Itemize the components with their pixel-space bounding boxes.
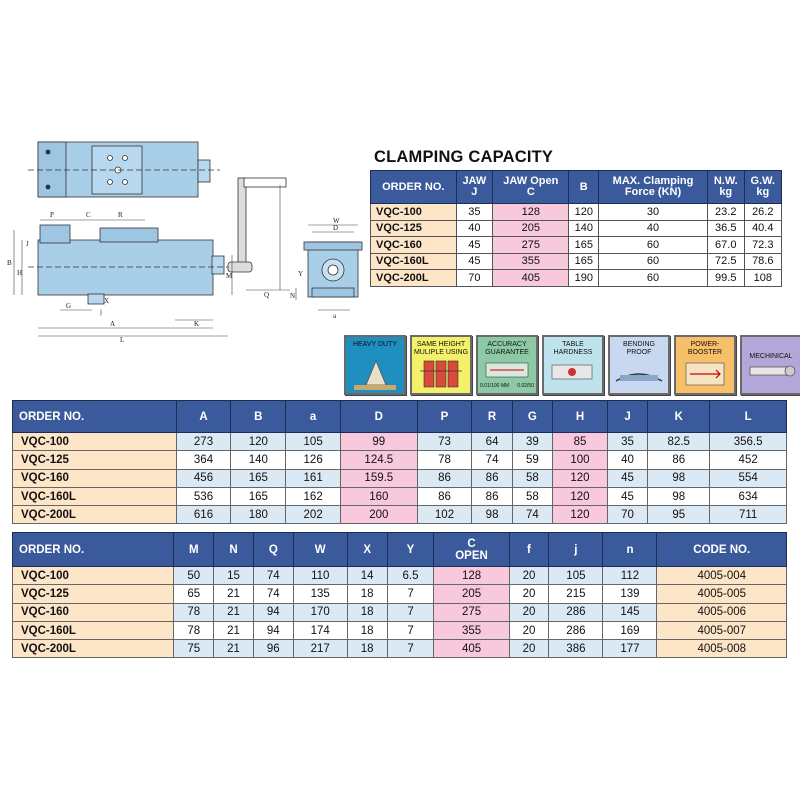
capacity-cell: 165 (569, 237, 599, 254)
feature-label-line: HARDNESS (553, 349, 593, 356)
dim-cell: 286 (549, 621, 603, 639)
dim-cell: 177 (603, 640, 657, 658)
dim-cell: 86 (417, 487, 472, 505)
dim-cell: 205 (434, 585, 509, 603)
dim-header-line: W (314, 543, 326, 556)
dim-cell: 85 (553, 433, 608, 451)
dim-label-y: Y (298, 270, 304, 278)
dim-order-no: VQC-100 (13, 433, 177, 451)
dim-cell: 169 (603, 621, 657, 639)
dim-header-cell: D (341, 401, 418, 433)
dim-order-no: VQC-160 (13, 603, 174, 621)
feature-sub-text: 0.02/50 (517, 383, 534, 389)
dim-row (13, 487, 787, 505)
dim-label-j-small: j (100, 308, 102, 316)
dim-header-line: N (229, 543, 238, 556)
dim-order-no: VQC-160L (13, 487, 177, 505)
dim-cell: 105 (549, 567, 603, 585)
dim-cell: 73 (417, 433, 472, 451)
dim-row (13, 433, 787, 451)
capacity-row (371, 270, 782, 287)
capacity-header-cell (569, 171, 599, 204)
capacity-cell: 99.5 (707, 270, 744, 287)
capacity-order-no: VQC-200L (371, 270, 457, 287)
vise-technical-drawing (0, 130, 370, 350)
dim-cell: 86 (648, 451, 710, 469)
dim-cell: 96 (253, 640, 293, 658)
feature-tile (542, 335, 604, 395)
capacity-cell: 45 (456, 253, 493, 270)
capacity-header-line: B (579, 180, 588, 193)
feature-graphic (620, 375, 658, 381)
capacity-header-line: C (526, 186, 535, 198)
dim-header-line: j (574, 543, 578, 556)
dim-cell: 86 (472, 487, 512, 505)
crank-handle (238, 178, 246, 268)
dim-row (13, 567, 787, 585)
capacity-cell: 70 (456, 270, 493, 287)
capacity-order-no: VQC-160L (371, 253, 457, 270)
dim-cell: 65 (174, 585, 214, 603)
dim-cell: 74 (472, 451, 512, 469)
dim-header-cell: a (286, 401, 341, 433)
dim-header-cell (603, 533, 657, 567)
dim-cell: 98 (472, 506, 512, 524)
dim-cell: 78 (417, 451, 472, 469)
dim-cell: 98 (648, 487, 710, 505)
capacity-cell: 165 (569, 253, 599, 270)
capacity-row (371, 204, 782, 221)
dim-header-cell: A (176, 401, 231, 433)
capacity-row (371, 220, 782, 237)
dim-label-n: N (290, 292, 296, 300)
dim-cell: 75 (174, 640, 214, 658)
dim-row (13, 621, 787, 639)
clamping-capacity-table (370, 170, 782, 287)
dim-row (13, 469, 787, 487)
capacity-cell: 67.0 (707, 237, 744, 254)
dim-cell: 145 (603, 603, 657, 621)
clamping-capacity-title: CLAMPING CAPACITY (374, 148, 554, 166)
dim-row (13, 603, 787, 621)
dim-cell: 128 (434, 567, 509, 585)
feature-graphic (785, 366, 795, 376)
feature-label-line: BENDING (623, 341, 655, 348)
dim-cell: 58 (512, 469, 552, 487)
dim-header-line: C (467, 537, 476, 550)
feature-sub-label (480, 383, 534, 389)
dim-cell: 202 (286, 506, 341, 524)
dim-cell: 50 (174, 567, 214, 585)
dim-header-cell: R (472, 401, 512, 433)
dim-header-line: X (363, 543, 371, 556)
dim-label-g: G (66, 302, 72, 310)
dim-order-no: VQC-160L (13, 621, 174, 639)
dim-cell: 120 (553, 487, 608, 505)
dim-cell: 120 (553, 506, 608, 524)
capacity-cell: 355 (493, 253, 569, 270)
dim-cell: 124.5 (341, 451, 418, 469)
dim-header-cell: ORDER NO. (13, 401, 177, 433)
dim-cell: 78 (174, 603, 214, 621)
capacity-cell: 140 (569, 220, 599, 237)
dim-cell: 364 (176, 451, 231, 469)
dim-cell: 159.5 (341, 469, 418, 487)
feature-label-line: GUARANTEE (485, 349, 529, 356)
dim-header-line: OPEN (455, 549, 488, 562)
dim-label-c: C (86, 211, 91, 219)
dim-row (13, 585, 787, 603)
dim-cell: 100 (553, 451, 608, 469)
feature-label (412, 341, 470, 357)
dim-cell: 275 (434, 603, 509, 621)
dim-order-no: VQC-125 (13, 585, 174, 603)
capacity-order-no: VQC-100 (371, 204, 457, 221)
dim-cell: 355 (434, 621, 509, 639)
dim-cell: 161 (286, 469, 341, 487)
dim-cell: 18 (347, 585, 387, 603)
capacity-header-cell (599, 171, 708, 204)
feature-tile (740, 335, 800, 395)
dim-order-no: VQC-125 (13, 451, 177, 469)
capacity-cell: 23.2 (707, 204, 744, 221)
dim-cell: 126 (286, 451, 341, 469)
dim-cell: 200 (341, 506, 418, 524)
feature-label (346, 341, 404, 349)
capacity-cell: 40 (599, 220, 708, 237)
capacity-header-line: G.W. (750, 175, 775, 187)
dim-cell: 94 (253, 603, 293, 621)
dim-row (13, 451, 787, 469)
dim-cell: 20 (509, 567, 549, 585)
feature-label-line: MULIPLE USING (413, 349, 469, 356)
dim-cell: 180 (231, 506, 286, 524)
dim-cell: 58 (512, 487, 552, 505)
dimensions-table-2 (12, 532, 787, 658)
capacity-header-line: Force (KN) (624, 186, 682, 198)
dim-cell: 140 (231, 451, 286, 469)
dim-header-line: Y (406, 543, 415, 556)
capacity-cell: 60 (599, 237, 708, 254)
capacity-header-cell (493, 171, 569, 204)
dim-label-k: K (194, 320, 200, 328)
dim-cell: 59 (512, 451, 552, 469)
feature-label-line: PROOF (626, 349, 652, 356)
dim-cell: 4005-006 (657, 603, 787, 621)
dim-row (13, 506, 787, 524)
dim-header-cell: G (512, 401, 552, 433)
dim-cell: 386 (549, 640, 603, 658)
dim-label-l: L (120, 336, 125, 344)
capacity-header-cell (456, 171, 493, 204)
dim-cell: 64 (472, 433, 512, 451)
dim-cell: 120 (553, 469, 608, 487)
capacity-cell: 205 (493, 220, 569, 237)
dim-label-q: Q (264, 291, 270, 299)
capacity-header-line: JAW (462, 175, 487, 187)
feature-label-line: HEAVY DUTY (352, 341, 398, 348)
dim-cell: 95 (648, 506, 710, 524)
dim-order-no: VQC-200L (13, 506, 177, 524)
dim-cell: 273 (176, 433, 231, 451)
dim-cell: 4005-008 (657, 640, 787, 658)
dim-cell: 616 (176, 506, 231, 524)
dim-header-cell (13, 533, 174, 567)
dim-cell: 135 (293, 585, 347, 603)
dim-header-line: M (188, 543, 199, 556)
capacity-cell: 36.5 (707, 220, 744, 237)
dim-cell: 170 (293, 603, 347, 621)
feature-label (742, 353, 800, 361)
side-view-body (38, 240, 213, 295)
dim-cell: 162 (286, 487, 341, 505)
feature-label (610, 341, 668, 357)
feature-graphic (424, 361, 434, 387)
dim-cell: 40 (607, 451, 647, 469)
capacity-cell: 45 (456, 237, 493, 254)
dim-label-d: D (333, 224, 339, 232)
dim-cell: 105 (286, 433, 341, 451)
capacity-cell: 26.2 (744, 204, 781, 221)
dim-header-cell (214, 533, 254, 567)
capacity-cell: 405 (493, 270, 569, 287)
dim-cell: 74 (512, 506, 552, 524)
feature-label (676, 341, 734, 357)
dim-cell: 7 (387, 621, 434, 639)
feature-tile (608, 335, 670, 395)
feature-sub-text: 0.01/100 MM (480, 383, 510, 389)
dim-cell: 74 (253, 567, 293, 585)
capacity-cell: 30 (599, 204, 708, 221)
capacity-order-no: VQC-125 (371, 220, 457, 237)
dim-cell: 7 (387, 585, 434, 603)
dim-label-m: M (226, 272, 233, 280)
dim-cell: 35 (607, 433, 647, 451)
capacity-header-line: kg (719, 186, 733, 198)
dim-header-cell: L (710, 401, 787, 433)
dim-label-a: A (110, 320, 116, 328)
feature-graphic (436, 361, 446, 387)
capacity-cell: 60 (599, 270, 708, 287)
dim-cell: 20 (509, 603, 549, 621)
capacity-header-line: N.W. (713, 175, 738, 187)
dim-cell: 74 (253, 585, 293, 603)
feature-label-line: POWER- (690, 341, 720, 348)
dim-label-j: J (26, 240, 29, 248)
dim-cell: 711 (710, 506, 787, 524)
dim-cell: 7 (387, 640, 434, 658)
dim-label-h: H (17, 269, 23, 277)
dim-label-a-small: a (333, 312, 337, 320)
dim-order-no: VQC-160 (13, 469, 177, 487)
dim-cell: 110 (293, 567, 347, 585)
dim-row (13, 640, 787, 658)
feature-graphic (568, 368, 576, 376)
dim-cell: 554 (710, 469, 787, 487)
dim-cell: 4005-005 (657, 585, 787, 603)
feature-tile (674, 335, 736, 395)
dim-cell: 21 (214, 585, 254, 603)
capacity-cell: 120 (569, 204, 599, 221)
feature-tile (410, 335, 472, 395)
feature-label-line: MECHINICAL (749, 353, 793, 360)
capacity-cell: 72.5 (707, 253, 744, 270)
mechanical-icon (742, 337, 800, 393)
capacity-header-line: MAX. Clamping (612, 175, 694, 187)
dim-cell: 15 (214, 567, 254, 585)
dim-cell: 139 (603, 585, 657, 603)
dim-cell: 86 (472, 469, 512, 487)
dim-cell: 21 (214, 603, 254, 621)
dim-order-no: VQC-200L (13, 640, 174, 658)
dim-cell: 634 (710, 487, 787, 505)
dim-cell: 94 (253, 621, 293, 639)
dim-header-cell (387, 533, 434, 567)
dim-cell: 7 (387, 603, 434, 621)
feature-label-line: SAME HEIGHT (416, 341, 466, 348)
dim-cell: 102 (417, 506, 472, 524)
dim-header-line: n (626, 543, 634, 556)
dim-label-b: B (7, 259, 12, 267)
capacity-cell: 72.3 (744, 237, 781, 254)
dim-header-cell: B (231, 401, 286, 433)
dim-label-p: P (50, 211, 54, 219)
dim-label-r: R (118, 211, 123, 219)
dim-cell: 18 (347, 603, 387, 621)
dim-cell: 112 (603, 567, 657, 585)
feature-label-line: ACCURACY (487, 341, 527, 348)
capacity-cell: 275 (493, 237, 569, 254)
dim-cell: 82.5 (648, 433, 710, 451)
dim-cell: 4005-004 (657, 567, 787, 585)
dim-header-cell: K (648, 401, 710, 433)
dim-cell: 165 (231, 469, 286, 487)
dim-cell: 356.5 (710, 433, 787, 451)
dim-cell: 70 (607, 506, 647, 524)
dim-cell: 174 (293, 621, 347, 639)
dim-header-cell (434, 533, 509, 567)
dim-header-cell: H (553, 401, 608, 433)
feature-label-line: TABLE (562, 341, 584, 348)
feature-graphic (366, 361, 386, 385)
dim-cell: 20 (509, 585, 549, 603)
dim-cell: 536 (176, 487, 231, 505)
capacity-cell: 108 (744, 270, 781, 287)
top-view-jaw (38, 142, 66, 197)
feature-tile (344, 335, 406, 395)
capacity-header-line: JAW Open (503, 175, 559, 187)
capacity-cell: 40.4 (744, 220, 781, 237)
dim-cell: 21 (214, 640, 254, 658)
capacity-header-cell (744, 171, 781, 204)
capacity-cell: 40 (456, 220, 493, 237)
dim-cell: 405 (434, 640, 509, 658)
dim-cell: 14 (347, 567, 387, 585)
capacity-header-line: kg (756, 186, 770, 198)
dim-cell: 456 (176, 469, 231, 487)
dim-header-line: ORDER NO. (19, 543, 85, 556)
capacity-cell: 60 (599, 253, 708, 270)
dim-cell: 6.5 (387, 567, 434, 585)
dim-cell: 98 (648, 469, 710, 487)
dim-header-cell (657, 533, 787, 567)
dim-header-line: f (527, 543, 531, 556)
dim-cell: 286 (549, 603, 603, 621)
dim-header-line: CODE NO. (693, 543, 751, 556)
dim-cell: 20 (509, 621, 549, 639)
capacity-cell: 128 (493, 204, 569, 221)
capacity-header-line: ORDER NO. (382, 180, 445, 193)
dim-cell: 20 (509, 640, 549, 658)
dim-header-cell: P (417, 401, 472, 433)
dim-cell: 45 (607, 487, 647, 505)
dim-header-cell (174, 533, 214, 567)
dim-cell: 452 (710, 451, 787, 469)
feature-graphic (354, 385, 396, 390)
capacity-cell: 78.6 (744, 253, 781, 270)
capacity-cell: 190 (569, 270, 599, 287)
dim-cell: 21 (214, 621, 254, 639)
dim-cell: 39 (512, 433, 552, 451)
dim-header-cell (347, 533, 387, 567)
feature-tiles (344, 335, 800, 395)
dim-order-no: VQC-100 (13, 567, 174, 585)
feature-graphic (448, 361, 458, 387)
dim-cell: 217 (293, 640, 347, 658)
dim-header-cell (509, 533, 549, 567)
feature-tile (476, 335, 538, 395)
feature-label-line: BOOSTER (687, 349, 723, 356)
feature-label (544, 341, 602, 357)
dim-cell: 120 (231, 433, 286, 451)
dim-cell: 78 (174, 621, 214, 639)
capacity-order-no: VQC-160 (371, 237, 457, 254)
dim-header-cell (253, 533, 293, 567)
dim-cell: 18 (347, 621, 387, 639)
capacity-cell: 35 (456, 204, 493, 221)
dimensions-table-1 (12, 400, 787, 524)
capacity-header-line: J (471, 186, 478, 198)
dim-cell: 4005-007 (657, 621, 787, 639)
feature-label (478, 341, 536, 357)
dim-cell: 45 (607, 469, 647, 487)
dim-header-cell (293, 533, 347, 567)
dim-label-x: X (104, 297, 110, 305)
dim-header-line: Q (268, 543, 278, 556)
dim-header-cell: J (607, 401, 647, 433)
dim-label-w: W (333, 217, 340, 225)
dim-cell: 99 (341, 433, 418, 451)
dim-cell: 165 (231, 487, 286, 505)
capacity-header-cell (371, 171, 457, 204)
dim-cell: 86 (417, 469, 472, 487)
dim-cell: 18 (347, 640, 387, 658)
capacity-header-cell (707, 171, 744, 204)
dim-cell: 215 (549, 585, 603, 603)
capacity-row (371, 237, 782, 254)
dim-header-cell (549, 533, 603, 567)
dim-cell: 160 (341, 487, 418, 505)
capacity-row (371, 253, 782, 270)
